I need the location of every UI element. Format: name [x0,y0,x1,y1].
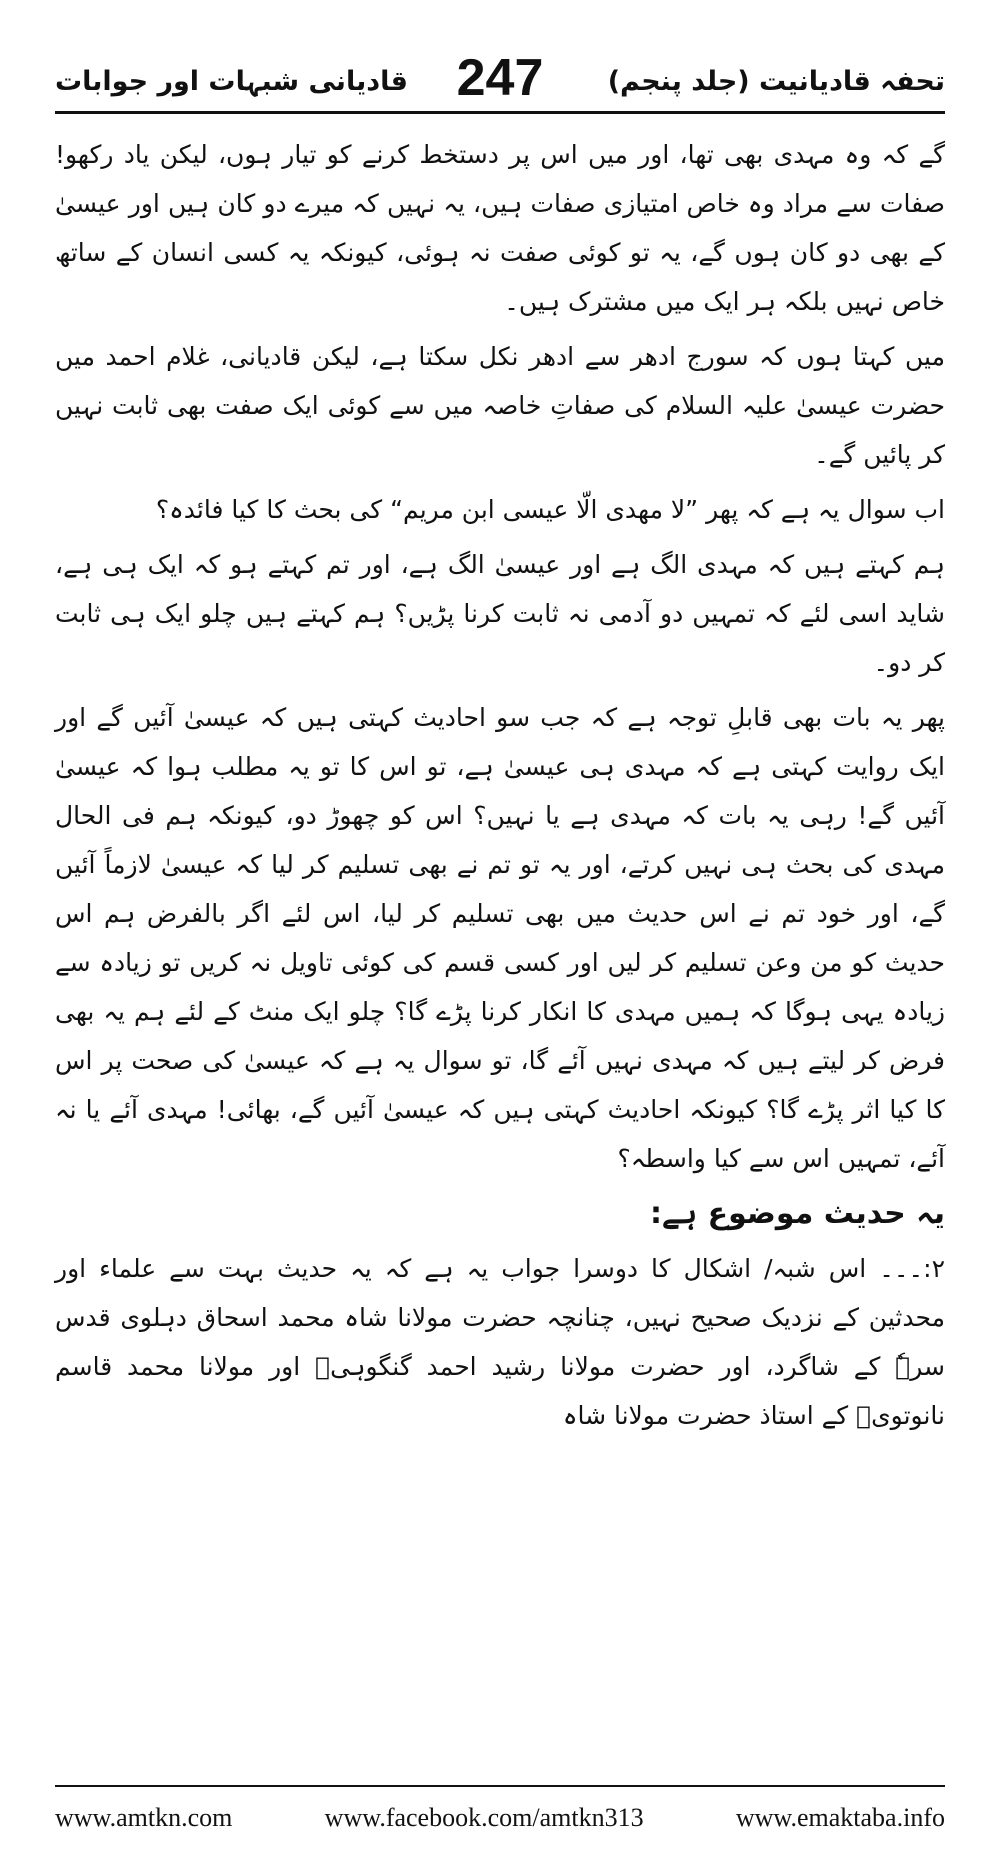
paragraph: ۲:۔۔۔ اس شبہ/ اشکال کا دوسرا جواب یہ ہے کہ یہ حدیث بہت سے علماء اور محدثین کے نزدیک صحیح نہیں، چنانچہ حضرت مولانا شاہ محمد اسحاق دہلوی قدس سرہٗ کے شاگرد، اور حضرت مولانا رشید احمد گنگوہیؒ اور مولانا محمد قاسم نانوتویؒ کے استاذ حضرت مولانا شاہ [55,1254,945,1430]
page-body [55,130,945,1770]
footer-link-amtkn[interactable]: www.amtkn.com [55,1803,233,1832]
page-header [55,48,945,108]
paragraph: ہم کہتے ہیں کہ مہدی الگ ہے اور عیسیٰ الگ ہے، اور تم کہتے ہو کہ ایک ہی ہے، شاید اسی لئے کہ تمہیں دو آدمی نہ ثابت کرنا پڑیں؟ ہم کہتے ہیں چلو ایک ہی ثابت کر دو۔ [55,550,945,677]
footer-divider [55,1785,945,1787]
footer-link-facebook[interactable]: www.facebook.com/amtkn313 [324,1803,644,1832]
chapter-title: قادیانی شبہات اور جوابات [55,66,408,97]
paragraph: گے کہ وہ مہدی بھی تھا، اور میں اس پر دستخط کرنے کو تیار ہوں، لیکن یاد رکھو! صفات سے مراد وہ خاص امتیازی صفات ہیں، یہ نہیں کہ میرے دو کان ہیں اور عیسیٰ کے بھی دو کان ہوں گے، یہ تو کوئی صفت نہ ہوئی، کیونکہ یہ کسی انسان کے ساتھ خاص نہیں بلکہ ہر ایک میں مشترک ہیں۔ [55,140,945,316]
paragraph: اب سوال یہ ہے کہ پھر ”لا مھدی الّا عیسی ابن مریم“ کی بحث کا کیا فائدہ؟ [155,495,945,524]
book-title: تحفہ قادیانیت (جلد پنجم) [607,66,945,97]
paragraph: پھر یہ بات بھی قابلِ توجہ ہے کہ جب سو احادیث کہتی ہیں کہ عیسیٰ آئیں گے اور ایک روایت کہتی ہے کہ مہدی ہی عیسیٰ ہے، تو اس کا تو یہ مطلب ہوا کہ عیسیٰ آئیں گے! رہی یہ بات کہ مہدی ہے یا نہیں؟ اس کو چھوڑ دو، کیونکہ ہم فی الحال مہدی کی بحث ہی نہیں کرتے، اور یہ تو تم نے بھی تسلیم کر لیا کہ عیسیٰ لازماً آئیں گے، اور خود تم نے اس حدیث میں بھی تسلیم کر لیا، اس لئے اگر بالفرض ہم اس حدیث کو من وعن تسلیم کر لیں اور کسی قسم کی کوئی تاویل نہ کریں تو زیادہ سے زیادہ یہی ہوگا کہ ہمیں مہدی کا انکار کرنا پڑے گا؟ چلو ایک منٹ کے لئے ہم یہ بھی فرض کر لیتے ہیں کہ مہدی نہیں آئے گا، تو سوال یہ ہے کہ عیسیٰ کی صحت پر اس کا کیا اثر پڑے گا؟ کیونکہ احادیث کہتی ہیں کہ عیسیٰ آئیں گے، بھائی! مہدی آئے یا نہ آئے، تمہیں اس سے کیا واسطہ؟ [55,703,945,1173]
footer-link-emaktaba[interactable]: www.emaktaba.info [735,1803,945,1832]
header-divider [55,111,945,114]
paragraph: میں کہتا ہوں کہ سورج ادھر سے ادھر نکل سکتا ہے، لیکن قادیانی، غلام احمد میں حضرت عیسیٰ علیہ السلام کی صفاتِ خاصہ میں سے کوئی ایک صفت بھی ثابت نہیں کر پائیں گے۔ [55,342,945,469]
section-heading: یہ حدیث موضوع ہے: [650,1196,945,1231]
page-number: 247 [456,49,544,107]
page-footer [55,1800,945,1836]
